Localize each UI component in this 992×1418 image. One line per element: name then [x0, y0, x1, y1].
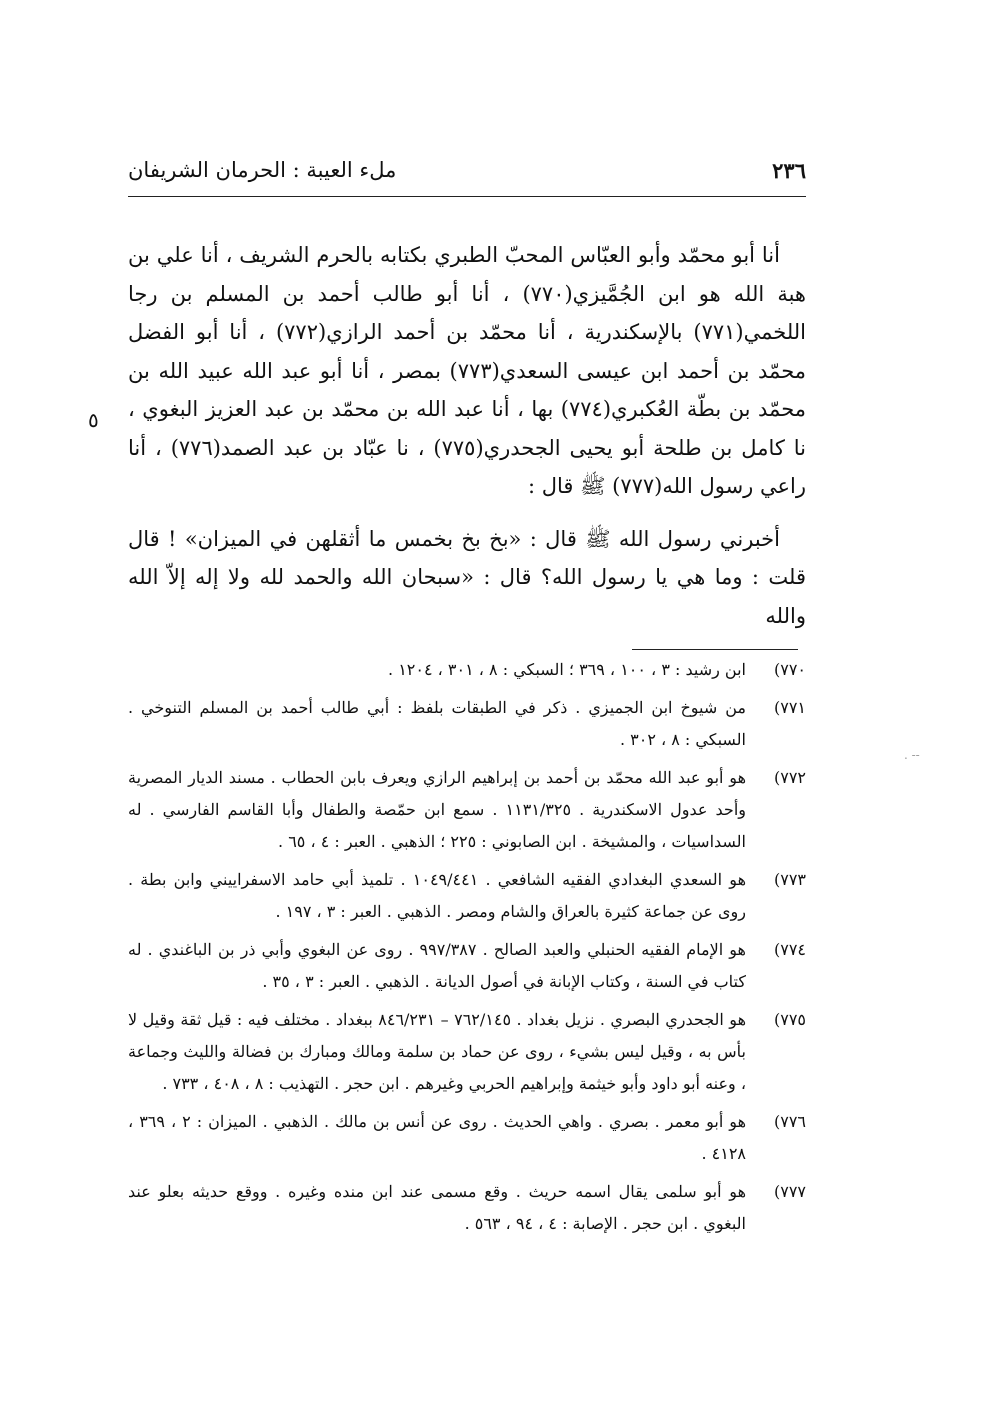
footnote-text: ابن رشيد : ٣ ، ١٠٠ ، ٣٦٩ ؛ السبكي : ٨ ، ٣٠١ ، ١٢٠٤ . [388, 660, 746, 679]
footnote-text: هو الجحدري البصري . نزيل بغداد . ٧٦٢/١٤٥ – ٨٤٦/٢٣١ ببغداد . مختلف فيه : قيل ثقة وقيل لا بأس به ، وقيل ليس بشيء ، روى عن حماد بن سلمة ومالك ومبارك بن فضالة والليث وجماعة ، وعنه أبو داود وأبو خيثمة وإبراهيم الحربي وغيرهم . ابن حجر . التهذيب : ٨ ، ٤٠٨ ، ٧٣٣ . [128, 1010, 747, 1093]
running-title: ملء العيبة : الحرمان الشريفان [128, 158, 397, 182]
footnote-number: ٧٧٠) [773, 660, 806, 679]
footnote [128, 1004, 806, 1100]
footnote-number: ٧٧٣) [773, 870, 806, 889]
footnote-text: هو الإمام الفقيه الحنبلي والعبد الصالح . ٩٩٧/٣٨٧ . روى عن البغوي وأبي ذر بن الباغندي . له كتاب في السنة ، وكتاب الإبانة في أصول الديانة . الذهبي . العبر : ٣ ، ٣٥ . [128, 940, 746, 991]
footnote-number: ٧٧٢) [773, 768, 806, 787]
header-divider [128, 196, 806, 197]
footnote [128, 864, 806, 928]
page-number: ٢٣٦ [772, 158, 806, 183]
paragraph-hadith: أخبرني رسول الله ﷺ قال : «بخ بخ بخمس ما أثقلهن في الميزان» ! قال قلت : وما هي يا رسول الله؟ قال : «سبحان الله والحمد لله ولا إله إلاّ الله والله [128, 526, 806, 628]
footnote-number: ٧٧٤) [773, 940, 806, 959]
footnotes [128, 654, 806, 1246]
footnote-divider [632, 649, 798, 650]
footnote [128, 1106, 806, 1170]
footnote-text: هو أبو سلمى يقال اسمه حريث . وقع مسمى عند ابن منده وغيره . ووقع حديثه بعلو عند البغوي . ابن حجر . الإصابة : ٤ ، ٩٤ ، ٥٦٣ . [128, 1182, 747, 1233]
footnote-number: ٧٧٥) [773, 1010, 806, 1029]
footnote-number: ٧٧٧) [773, 1182, 806, 1201]
footnote-text: من شيوخ ابن الجميزي . ذكر في الطبقات بلفظ : أبي طالب أحمد بن المسلم التنوخي . السبكي : ٨ ، ٣٠٢ . [128, 698, 746, 749]
footnote [128, 1176, 806, 1240]
margin-line-number: ٥ [88, 408, 99, 432]
footnote-number: ٧٧١) [773, 698, 806, 717]
footnote-text: هو أبو عبد الله محمّد بن أحمد بن إبراهيم الرازي ويعرف بابن الحطاب . مسند الديار المصرية وأحد عدول الاسكندرية . ١١٣١/٣٢٥ . سمع ابن حمّصة والطفال وأبا القاسم الفارسي . له السداسيات ، والمشيخة . ابن الصابوني : ٢٢٥ ؛ الذهبي . العبر : ٤ ، ٦٥ . [128, 768, 746, 851]
scan-speck: -- . [904, 748, 920, 762]
footnote [128, 692, 806, 756]
footnote-number: ٧٧٦) [773, 1112, 806, 1131]
footnote [128, 654, 806, 686]
paragraph-isnad: أنا أبو محمّد وأبو العبّاس المحبّ الطبري بكتابه بالحرم الشريف ، أنا علي بن هبة الله هو ابن الجُمَّيزي(٧٧٠) ، أنا أبو طالب أحمد بن المسلم بن رجا اللخمي(٧٧١) بالإسكندرية ، أنا محمّد بن أحمد الرازي(٧٧٢) ، أنا أبو الفضل محمّد بن أحمد ابن عيسى السعدي(٧٧٣) بمصر ، أنا أبو عبد الله عبيد الله بن محمّد بن بطّة العُكبري(٧٧٤) بها ، أنا عبد الله بن محمّد بن عبد العزيز البغوي ، نا كامل بن طلحة أبو يحيى الجحدري(٧٧٥) ، نا عبّاد بن عبد الصمد(٧٧٦) ، أنا راعي رسول الله(٧٧٧) ﷺ قال : [128, 243, 807, 498]
page-header [128, 158, 806, 188]
footnote [128, 934, 806, 998]
main-text [128, 236, 806, 635]
footnote-text: هو السعدي البغدادي الفقيه الشافعي . ١٠٤٩/٤٤١ . تلميذ أبي حامد الاسفراييني وابن بطة . روى عن جماعة كثيرة بالعراق والشام ومصر . الذهبي . العبر : ٣ ، ١٩٧ . [128, 870, 747, 921]
footnote [128, 762, 806, 858]
footnote-text: هو أبو معمر . بصري . واهي الحديث . روى عن أنس بن مالك . الذهبي . الميزان : ٢ ، ٣٦٩ ، ٤١٢٨ . [128, 1112, 747, 1163]
